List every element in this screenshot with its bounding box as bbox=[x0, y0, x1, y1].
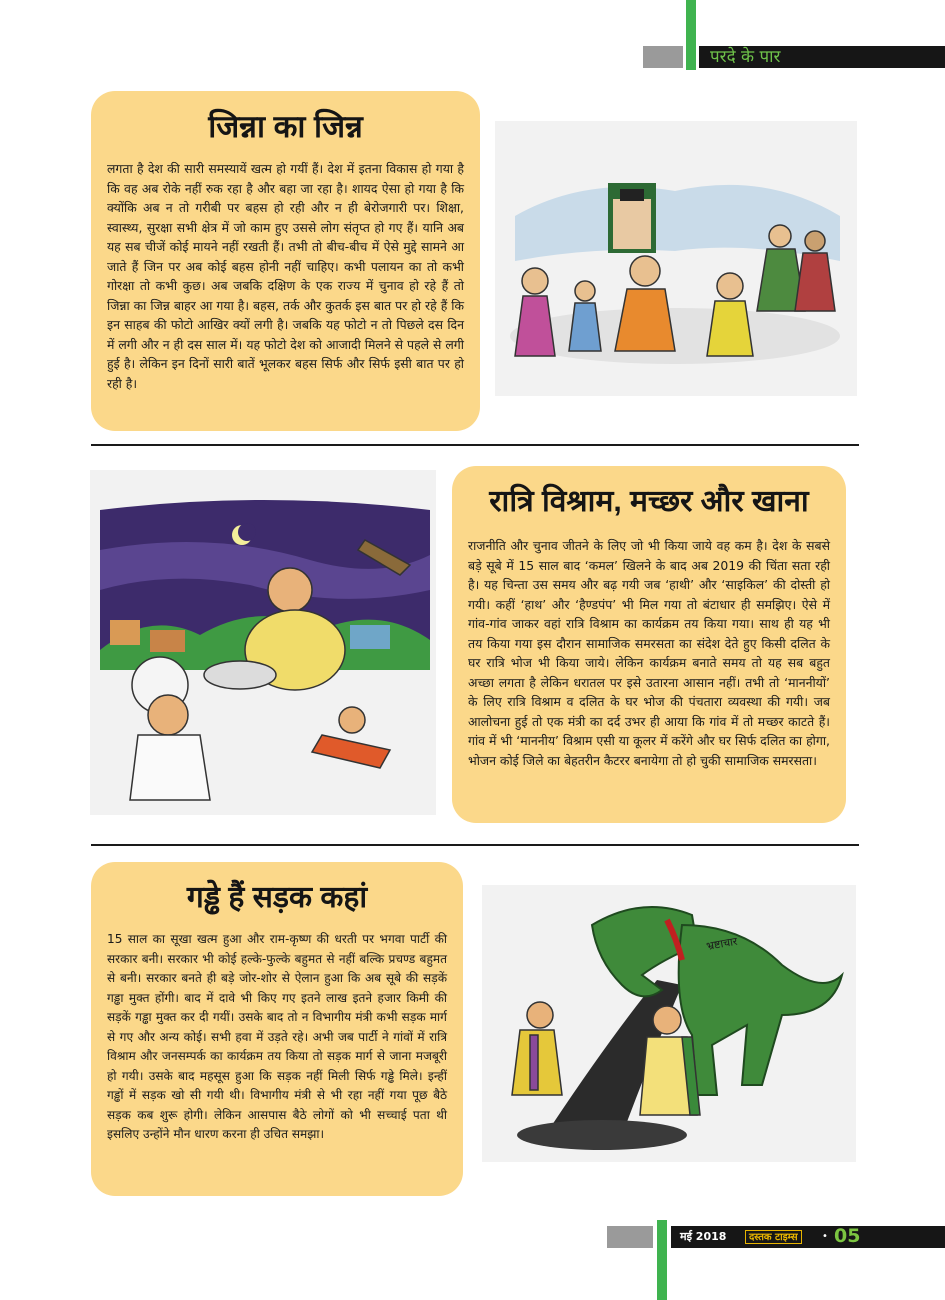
corruption-tag: भ्रष्टाचार bbox=[705, 934, 739, 953]
article-title: रात्रि विश्राम, मच्छर और खाना bbox=[489, 485, 809, 518]
footer-green-bar bbox=[657, 1220, 667, 1300]
article-night-stay bbox=[452, 466, 846, 823]
article-title: गड्ढे हैं सड़क कहां bbox=[186, 881, 368, 914]
footer-separator: • bbox=[822, 1231, 828, 1242]
footer-gray-block bbox=[607, 1226, 653, 1248]
article-jinnah bbox=[91, 91, 480, 431]
article-potholes bbox=[91, 862, 463, 1196]
article-title: जिन्ना का जिन्न bbox=[208, 109, 363, 144]
cartoon-village-night-meal bbox=[90, 470, 436, 815]
section-title: परदे के पार bbox=[710, 47, 781, 67]
magazine-logo: दस्तक टाइम्स bbox=[745, 1230, 802, 1244]
divider bbox=[91, 844, 859, 846]
header-gray-block bbox=[643, 46, 683, 68]
issue-month: मई 2018 bbox=[680, 1230, 727, 1243]
cartoon-jinnah-protest bbox=[495, 121, 857, 396]
article-body: राजनीति और चुनाव जीतने के लिए जो भी किया जाये वह कम है। देश के सबसे बड़े सूबे में 15 साल बाद ‘कमल’ खिलने के बाद अब 2019 की चिंता सता रही है। यह चिन्ता उस समय और बढ़ गयी जब ‘हाथी’ और ‘साइकिल’ की दोस्ती हो गयी। कहीं ‘हाथ’ और ‘हैण्डपंप’ भी मिल गया तो बंटाधार ही समझिए। ऐसे में गांव-गांव जाकर वहां रात्रि विश्राम का कार्यक्रम तय किया गया। साथ ही यह भी तय किया गया इस दौरान सामाजिक समरसता का संदेश देते हुए किसी दलित के घर रात्रि भोज भी किया जाये। लेकिन कार्यक्रम बनाते समय तो यह सब बहुत अच्छा लगता है लेकिन धरातल पर इसे उतारना आसान नहीं। तभी तो ‘माननीयों’ के लिए रात्रि विश्राम व दलित के घर भोज की पंचतारा व्यवस्था की गयी। जब आलोचना हुई तो एक मंत्री का दर्द उभर ही आया कि गांव में तो मच्छर काटते हैं। गांव में भी ‘माननीय’ विश्राम एसी या कूलर में करेंगे और घर सिर्फ दलित का होगा, भोजन कोई जिले का बेहतरीन कैटरर बनायेगा तो हो चुकी सामाजिक समरसता। bbox=[468, 538, 830, 768]
header-green-bar bbox=[686, 0, 696, 70]
divider bbox=[91, 444, 859, 446]
cartoon-corruption-dinosaur bbox=[482, 885, 856, 1162]
page-number: 05 bbox=[834, 1225, 861, 1247]
article-body: 15 साल का सूखा खत्म हुआ और राम-कृष्ण की धरती पर भगवा पार्टी की सरकार बनी। सरकार भी कोई हल्के-फुल्के बहुमत से नहीं बल्कि प्रचण्ड बहुमत से बनी। सरकार बनते ही बड़े जोर-शोर से ऐलान हुआ कि अब सूबे की सड़कें गड्ढा मुक्त होंगी। बाद में दावे भी किए गए इतने लाख इतने हजार किमी की सड़कें गड्ढा मुक्त कर दी गयीं। उसके बाद तो न विभागीय मंत्री कभी सड़क मार्ग से गए और अन्य कोई। सभी हवा में उड़ते रहे। अभी जब पार्टी ने गांवों में रात्रि विश्राम और जनसम्पर्क का कार्यक्रम तय किया तो सड़क मार्ग से जाना मजबूरी हो गयी। उसके बाद महसूस हुआ कि सड़क नहीं मिली सिर्फ गड्ढे मिले। इन्हीं गड्ढों में सड़क खो सी गयी थी। विभागीय मंत्री से भी रहा नहीं गया पूछ बैठे सड़क कब शुरू होगी। लेकिन आसपास बैठे लोगों को भी सच्चाई पता थी इसलिए उन्होंने मौन धारण करना ही उचित समझा। bbox=[107, 932, 447, 1141]
article-body: लगता है देश की सारी समस्यायें खत्म हो गयीं हैं। देश में इतना विकास हो गया है कि वह अब रोके नहीं रुक रहा है और बहा जा रहा है। शायद ऐसा हो गया है कि क्योंकि अब न तो गरीबी पर बहस हो रही और न ही बेरोजगारी पर। शिक्षा, स्वास्थ्य, सुरक्षा सभी क्षेत्र में जो काम हुए उससे लोग संतृप्त हो गए हैं। यानि अब यह सब चीजें कोई मायने नहीं रखती हैं। तभी तो बीच-बीच में ऐसे मुद्दे सामने आ जाते हैं जिन पर अब कोई बहस होनी नहीं चाहिए। कभी पलायन का तो कभी गोरक्षा तो कभी कुछ। अब जबकि दक्षिण के एक राज्य में चुनाव हो रहे हैं तो जिन्ना का जिन्न बाहर आ गया है। बहस, तर्क और कुतर्क इस बात पर हो रहे हैं कि इन साहब की फोटो आखिर क्यों लगी है। जबकि यह फोटो न तो पिछले दस दिन में लगी और न ही दस साल में। यह फोटो देश को आजादी मिलने से पहले से लगी हुई है। लेकिन इन दिनों सारी बातें भूलकर बहस सिर्फ और सिर्फ इसी बात पर हो रही है। bbox=[107, 161, 464, 391]
